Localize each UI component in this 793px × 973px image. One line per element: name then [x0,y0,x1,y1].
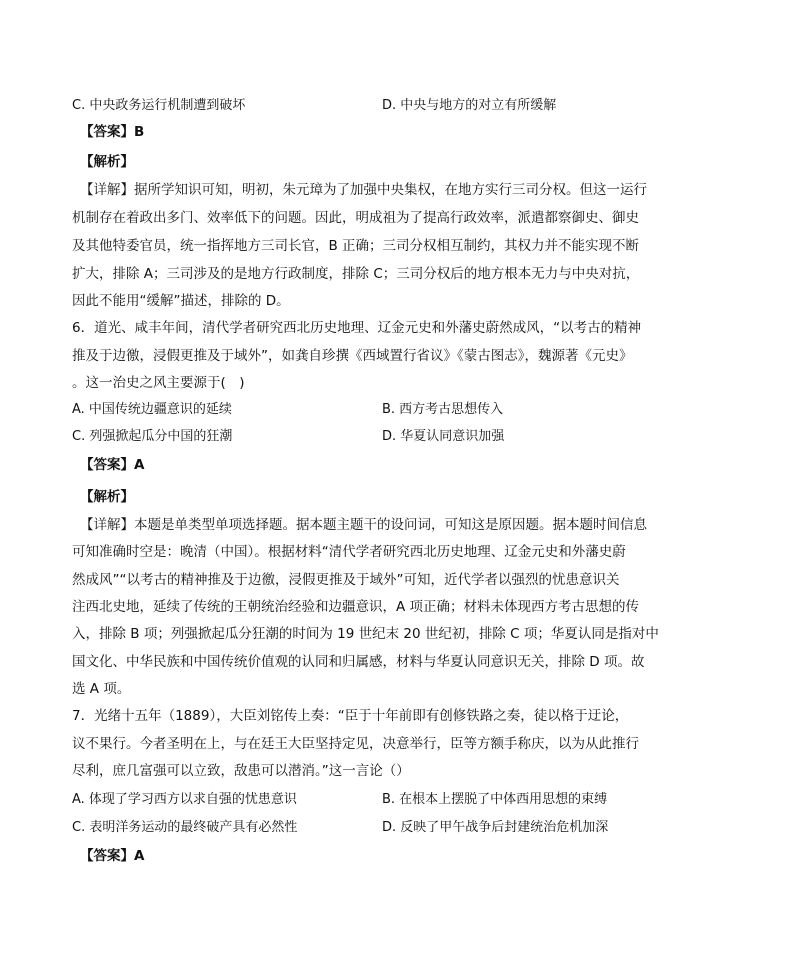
q5-detail-line-3: 及其他特委官员，统一指挥地方三司长官，B 正确；三司分权相互制约，其权力并不能实现不断 [72,238,640,254]
q6-stem-line-2: 推及于边徼，浸假更推及于域外”，如龚自珍撰《西域置行省议》《蒙古图志》，魏源著《元史》 [72,348,633,364]
q6-detail-line-2: 可知准确时空是：晚清（中国）。根据材料“清代学者研究西北历史地理、辽金元史和外藩史蔚 [72,544,626,560]
q5-analysis-heading: 【解析】 [80,154,134,170]
q6-detail-line-4: 注西北史地，延续了传统的王朝统治经验和边疆意识，A 项正确；材料未体现西方考古思想的传 [72,599,640,615]
q6-option-a: A. 中国传统边疆意识的延续 [72,402,232,417]
q7-option-d: D. 反映了甲午战争后封建统治危机加深 [382,820,609,835]
q7-stem-line-2: 议不果行。今者圣明在上，与在廷王大臣坚持定见，决意举行，臣等方额手称庆，以为从此推行 [72,736,639,752]
q7-answer: 【答案】A [80,848,145,864]
q6-stem-line-3: 。这一治史之风主要源于( ) [72,375,245,391]
q6-analysis-heading: 【解析】 [80,489,134,505]
q5-option-c: C. 中央政务运行机制遭到破坏 [72,98,246,113]
q7-option-c: C. 表明洋务运动的最终破产具有必然性 [72,820,298,835]
q7-stem-line-1: 7．光绪十五年（1889），大臣刘铭传上奏：“臣于十年前即有创修铁路之奏，徒以格于迂论， [72,708,629,724]
q5-detail-line-5: 因此不能用“缓解”描述，排除的 D。 [72,293,290,309]
q5-detail-line-2: 机制存在着政出多门、效率低下的问题。因此，明成祖为了提高行政效率，派遣都察御史、御史 [72,210,639,226]
q5-detail-line-4: 扩大，排除 A；三司涉及的是地方行政制度，排除 C；三司分权后的地方根本无力与中央对抗， [72,266,640,282]
q6-detail-line-6: 国文化、中华民族和中国传统价值观的认同和归属感，材料与华夏认同意识无关，排除 D 项。故 [72,654,645,670]
q6-option-b: B. 西方考古思想传入 [382,402,504,417]
q6-answer: 【答案】A [80,457,145,473]
q6-stem-line-1: 6．道光、咸丰年间，清代学者研究西北历史地理、辽金元史和外藩史蔚然成风，“以考古的精神 [72,320,642,336]
q7-option-a: A. 体现了学习西方以求自强的忧患意识 [72,792,297,807]
q5-option-d: D. 中央与地方的对立有所缓解 [382,98,557,113]
q6-detail-line-5: 入，排除 B 项；列强掀起瓜分狂潮的时间为 19 世纪末 20 世纪初，排除 C 项；华夏认同是指对中 [72,626,659,642]
q6-detail-line-1: 【详解】本题是单类型单项选择题。据本题主题干的设问词，可知这是原因题。据本题时间信息 [80,517,647,533]
q6-option-d: D. 华夏认同意识加强 [382,429,505,444]
q7-option-b: B. 在根本上摆脱了中体西用思想的束缚 [382,792,608,807]
q6-detail-line-7: 选 A 项。 [72,681,131,697]
q6-option-c: C. 列强掀起瓜分中国的狂潮 [72,429,233,444]
q5-answer: 【答案】B [80,124,145,140]
q6-detail-line-3: 然成风”“以考古的精神推及于边徼，浸假更推及于域外”可知，近代学者以强烈的忧患意识关 [72,572,620,588]
q5-detail-line-1: 【详解】据所学知识可知，明初，朱元璋为了加强中央集权，在地方实行三司分权。但这一运行 [80,182,647,198]
q7-stem-line-3: 尽利，庶几富强可以立致，敌患可以潜消。”这一言论（） [72,763,410,779]
